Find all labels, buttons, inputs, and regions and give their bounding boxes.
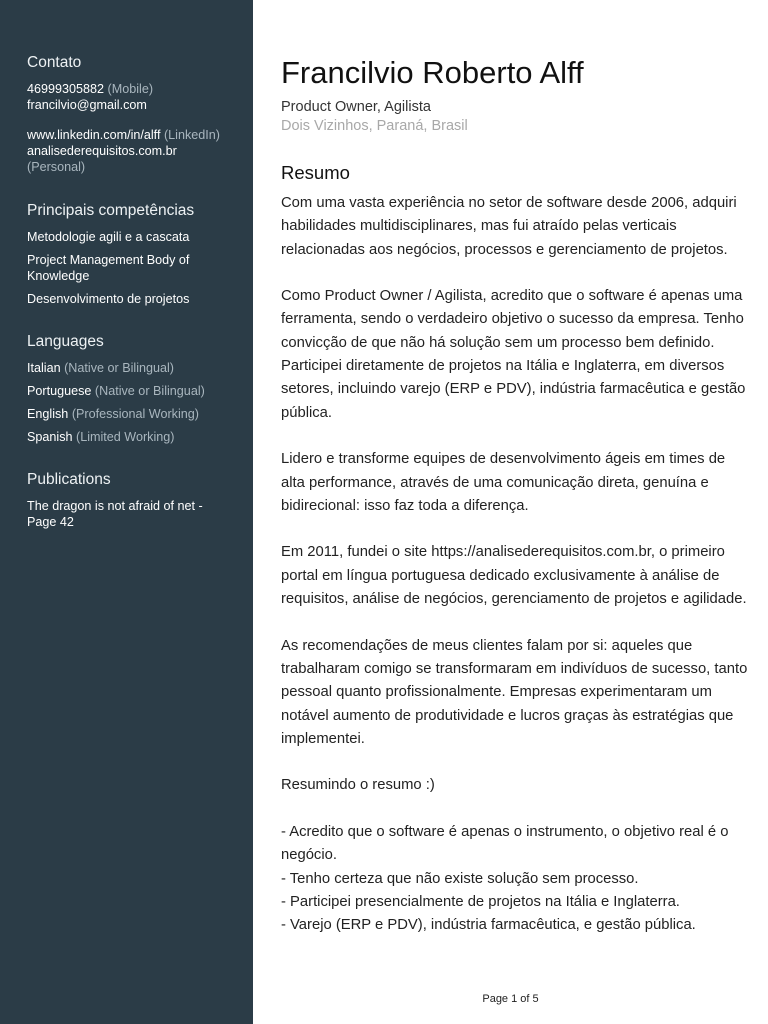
language-level: (Professional Working) [71,407,199,421]
language-name: Spanish [27,430,73,444]
linkedin-url[interactable]: www.linkedin.com/in/alff [27,128,161,142]
language-level: (Native or Bilingual) [94,384,205,398]
summary-bullet: - Acredito que o software é apenas o instrumento, o objetivo real é o negócio. [281,824,729,864]
skill-item: Metodologie agili e a cascata [27,230,190,244]
contact-linkedin[interactable] [27,127,239,143]
language-item [27,406,239,422]
page-number: Page 1 of 5 [482,993,539,1005]
website-label: (Personal) [27,160,86,174]
summary-paragraph: As recomendações de meus clientes falam por si: aqueles que trabalharam comigo se transformaram em indivíduos de sucesso, tanto pessoal quanto profissionalmente. Empresas experimentaram um notável aumento de produtividade e lucros graças às estratégias que implementei. [281,637,748,747]
language-name: Italian [27,361,61,375]
summary-heading: Resumo [281,162,350,183]
language-level: (Limited Working) [76,430,175,444]
contact-heading: Contato [27,54,82,71]
language-item [27,383,239,399]
summary-bullet: - Varejo (ERP e PDV), indústria farmacêutica, e gestão pública. [281,917,696,934]
summary-paragraph: Em 2011, fundei o site https://analisederequisitos.com.br, o primeiro portal em língua portuguesa dedicado exclusivamente à análise de requisitos, análise de negócios, gerenciamento de projetos e agilidade. [281,544,747,608]
phone-number: 46999305882 [27,82,105,96]
contact-website[interactable]: analisederequisitos.com.br [27,144,177,158]
headline: Product Owner, Agilista [281,99,431,115]
language-item [27,429,239,445]
phone-label: (Mobile) [107,82,154,96]
language-level: (Native or Bilingual) [64,361,174,375]
main-content [281,54,751,938]
location: Dois Vizinhos, Paraná, Brasil [281,118,468,134]
sidebar [0,0,253,1024]
contact-phone [27,81,239,97]
linkedin-label: (LinkedIn) [163,128,220,142]
publications-heading: Publications [27,471,111,488]
skill-item: Desenvolvimento de projetos [27,292,190,306]
skill-item: Project Management Body of Knowledge [27,253,190,283]
summary-bullet: - Tenho certeza que não existe solução sem processo. [281,870,639,887]
languages-heading: Languages [27,333,104,350]
summary-paragraph: Como Product Owner / Agilista, acredito que o software é apenas uma ferramenta, sendo o verdadeiro objetivo o sucesso da empresa. Tenho convicção de que não há solução sem um processo bem definido. Participei diretamente de projetos na Itália e Inglaterra, em diversos setores, incluindo varejo (ERP e PDV), indústria farmacêutica e gestão pública. [281,288,746,421]
summary-paragraph: Resumindo o resumo :) [281,777,435,794]
summary-paragraph: Com uma vasta experiência no setor de software desde 2006, adquiri habilidades multidisciplinares, mas fui atraído pelas verticais relacionadas aos negócios, processos e gerenciamento de projetos. [281,195,737,258]
skills-heading: Principais competências [27,202,195,219]
language-name: English [27,407,69,421]
language-item [27,360,239,376]
summary-bullet: - Participei presencialmente de projetos na Itália e Inglaterra. [281,893,680,910]
publication-item: The dragon is not afraid of net - Page 42 [27,499,203,529]
language-name: Portuguese [27,384,92,398]
person-name: Francilvio Roberto Alff [281,55,584,90]
summary-paragraph: Lidero e transforme equipes de desenvolvimento ágeis em times de alta performance, através de uma comunicação direta, genuína e bidirecional: isso faz toda a diferença. [281,451,726,514]
contact-email[interactable]: francilvio@gmail.com [27,98,147,112]
